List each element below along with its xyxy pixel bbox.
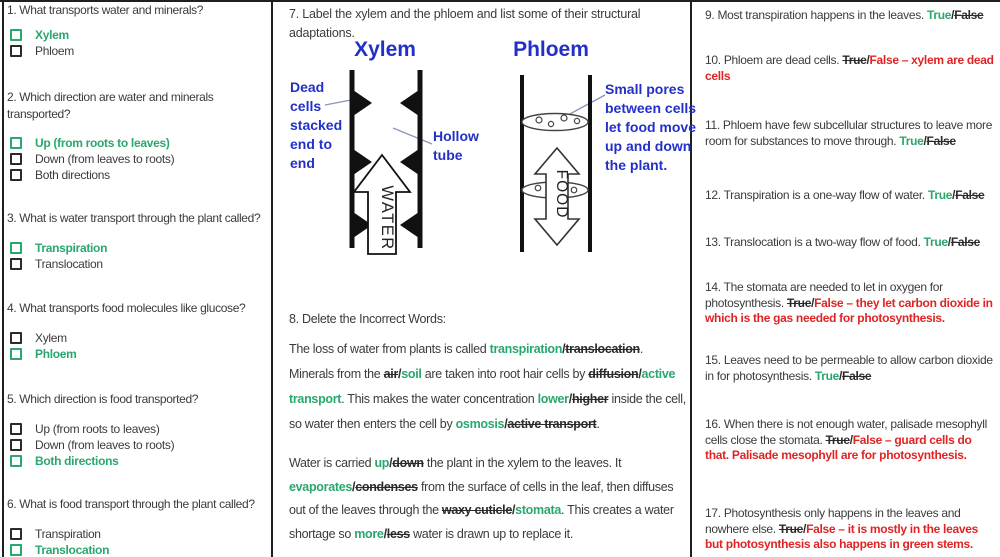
option-row	[10, 27, 74, 43]
option-row	[10, 542, 109, 557]
text-run: False	[926, 133, 956, 148]
question-1-text: 1. What transports water and minerals?	[7, 3, 204, 17]
column-divider-1	[271, 0, 273, 557]
text-run: soil	[401, 367, 422, 381]
text-run: False – xylem are dead cells	[705, 53, 994, 83]
checkbox-icon[interactable]	[10, 137, 22, 149]
option-label: Translocation	[35, 543, 110, 557]
text-run: /	[866, 53, 870, 67]
text-run: /	[803, 521, 807, 536]
text-run: . This makes the water concentration	[341, 392, 538, 406]
checkbox-icon[interactable]	[10, 258, 22, 270]
option-label: Transpiration	[35, 241, 108, 255]
text-run: from the surface of cells in the leaf, then diffuses out of the leaves through the	[289, 479, 674, 517]
text-run: /	[947, 235, 951, 249]
text-run: 12. Transpiration is a one-way flow of water.	[705, 188, 928, 202]
text-run: less	[386, 526, 410, 541]
text-run: 14. The stomata are needed to let in oxygen for photosynthesis.	[705, 280, 943, 310]
text-run: 9. Most transpiration happens in the leaves.	[705, 8, 927, 22]
question-15	[705, 353, 997, 384]
option-row	[10, 421, 174, 437]
text-run: /	[952, 188, 956, 202]
text-run: lower	[537, 392, 569, 406]
xylem-diagram	[352, 70, 420, 254]
text-run: /	[568, 392, 572, 406]
text-run: higher	[571, 392, 609, 406]
checkbox-icon[interactable]	[10, 348, 22, 360]
text-run: /	[389, 456, 393, 470]
checkbox-icon[interactable]	[10, 29, 22, 41]
text-run: air	[383, 367, 399, 381]
text-run: are taken into root hair cells by	[421, 367, 589, 381]
option-row	[10, 526, 109, 542]
text-run: True	[825, 432, 850, 447]
checkbox-icon[interactable]	[10, 242, 22, 254]
text-run: 11. Phloem have few subcellular structures to leave more room for substances to move through.	[705, 118, 993, 148]
text-run: . Minerals from the	[289, 342, 644, 381]
option-label: Down (from leaves to roots)	[35, 152, 175, 166]
option-row	[10, 135, 174, 151]
text-run: up	[374, 456, 390, 470]
text-run: False – guard cells do that. Palisade mesophyll are for photosynthesis.	[705, 432, 972, 462]
option-label: Up (from roots to leaves)	[35, 422, 160, 436]
question-2-options	[10, 135, 174, 183]
text-run: /	[398, 367, 402, 381]
text-run: False	[955, 188, 985, 202]
checkbox-icon[interactable]	[10, 45, 22, 57]
question-4-options	[10, 330, 77, 362]
question-16	[705, 417, 997, 464]
question-6-options	[10, 526, 109, 557]
text-run: transpiration	[489, 342, 563, 356]
text-run: condenses	[355, 479, 418, 494]
question-6-text: 6. What is food transport through the plant called?	[7, 497, 255, 511]
pointer-line-small-pores	[568, 95, 605, 115]
text-run: /	[951, 8, 955, 22]
question-5-options	[10, 421, 174, 469]
text-run: Water is carried	[289, 456, 375, 470]
question-1-options	[10, 27, 74, 59]
checkbox-icon[interactable]	[10, 423, 22, 435]
text-run: /	[352, 479, 356, 494]
question-3-text: 3. What is water transport through the plant called?	[7, 211, 261, 225]
left-border	[2, 0, 4, 557]
text-run: True	[926, 8, 952, 22]
text-run: 16. When there is not enough water, palisade mesophyll cells close the stomata.	[705, 417, 987, 447]
text-run: inside the cell, so water then enters the cell by	[289, 392, 686, 431]
option-row	[10, 346, 77, 362]
text-run: /	[849, 432, 853, 447]
text-run: down	[392, 456, 424, 470]
text-run: True	[786, 295, 812, 310]
text-run: water is drawn up to replace it.	[409, 526, 574, 541]
text-run: osmosis	[455, 417, 505, 431]
option-label: Phloem	[35, 347, 77, 361]
option-label: Both directions	[35, 454, 119, 468]
text-run: /	[638, 367, 642, 381]
question-9	[705, 8, 997, 24]
question-8-heading: 8. Delete the Incorrect Words:	[289, 312, 446, 326]
option-row	[10, 330, 77, 346]
text-run: more	[354, 526, 384, 541]
option-label: Up (from roots to leaves)	[35, 136, 170, 150]
text-run: True	[842, 53, 867, 67]
text-run: .	[596, 417, 600, 431]
water-arrow-label: WATER	[378, 185, 396, 251]
option-row	[10, 240, 107, 256]
text-run: /	[839, 368, 843, 383]
text-run: False – it is mostly in the leaves but photosynthesis also happens in green stems.	[705, 521, 978, 551]
text-run: stomata	[515, 503, 562, 517]
checkbox-icon[interactable]	[10, 439, 22, 451]
text-run: . This creates a water shortage so	[289, 503, 674, 541]
option-label: Xylem	[35, 331, 67, 345]
text-run: /	[811, 295, 815, 310]
option-row	[10, 151, 174, 167]
option-label: Both directions	[35, 168, 110, 182]
checkbox-icon[interactable]	[10, 169, 22, 181]
text-run: /	[383, 526, 387, 541]
text-run: 10. Phloem are dead cells.	[705, 53, 843, 67]
option-row	[10, 167, 174, 183]
text-run: True	[814, 368, 839, 383]
text-run: translocation	[565, 342, 640, 356]
option-label: Xylem	[35, 28, 69, 42]
text-run: active transport	[507, 417, 597, 431]
text-run: True	[778, 521, 804, 536]
text-run: False	[950, 235, 981, 249]
option-label: Transpiration	[35, 527, 101, 541]
phloem-diagram	[522, 75, 590, 252]
checkbox-icon[interactable]	[10, 153, 22, 165]
option-row	[10, 453, 174, 469]
question-14	[705, 280, 997, 327]
xylem-title: Xylem	[354, 38, 416, 61]
option-label: Translocation	[35, 257, 103, 271]
food-arrow-label: FOOD	[553, 169, 570, 219]
checkbox-icon[interactable]	[10, 528, 22, 540]
text-run: 15. Leaves need to be permeable to allow carbon dioxide in for photosynthesis.	[705, 353, 993, 383]
option-label: Down (from leaves to roots)	[35, 438, 175, 452]
checkbox-icon[interactable]	[10, 544, 22, 556]
question-13	[705, 235, 997, 251]
small-pores-label: Small pores between cells let food move up and down the plant.	[605, 81, 697, 173]
question-4-text: 4. What transports food molecules like glucose?	[7, 301, 246, 315]
option-label: Phloem	[35, 44, 74, 58]
text-run: the plant in the xylem to the leaves. It	[423, 456, 622, 470]
text-run: /	[504, 417, 508, 431]
text-run: active transport	[289, 367, 676, 406]
question-12	[705, 188, 997, 204]
text-run: evaporates	[289, 479, 353, 494]
text-run: /	[562, 342, 566, 356]
text-run: True	[927, 188, 953, 202]
text-run: 13. Translocation is a two-way flow of food.	[705, 235, 924, 249]
dead-cells-label: Dead cells stacked end to end	[290, 79, 343, 171]
text-run: False	[954, 8, 984, 22]
text-run: diffusion	[588, 367, 639, 381]
text-run: True	[923, 235, 948, 249]
checkbox-icon[interactable]	[10, 332, 22, 344]
text-run: 17. Photosynthesis only happens in the leaves and nowhere else.	[705, 506, 961, 536]
text-run: waxy cuticle	[441, 503, 512, 517]
checkbox-icon[interactable]	[10, 455, 22, 467]
phloem-title: Phloem	[513, 38, 589, 61]
text-run: True	[899, 133, 924, 148]
question-3-options	[10, 240, 107, 272]
question-8-paragraph-2	[289, 452, 687, 546]
question-5-text: 5. Which direction is food transported?	[7, 392, 199, 406]
text-run: False – they let carbon dioxide in which is the gas needed for photosynthesis.	[705, 295, 993, 325]
option-row	[10, 256, 107, 272]
text-run: /	[923, 133, 927, 148]
text-run: The loss of water from plants is called	[289, 342, 490, 356]
question-8-paragraph-1	[289, 337, 687, 437]
question-17	[705, 506, 997, 553]
question-7-text: 7. Label the xylem and the phloem and list some of their structural adaptations.	[289, 7, 641, 40]
question-2-text: 2. Which direction are water and minerals transported?	[7, 90, 214, 121]
pointer-line-hollow-tube	[393, 128, 432, 144]
text-run: /	[511, 503, 516, 517]
hollow-tube-label: Hollow tube	[433, 128, 479, 163]
option-row	[10, 43, 74, 59]
question-10	[705, 53, 997, 84]
question-11	[705, 118, 997, 149]
text-run: False	[842, 368, 872, 383]
option-row	[10, 437, 174, 453]
